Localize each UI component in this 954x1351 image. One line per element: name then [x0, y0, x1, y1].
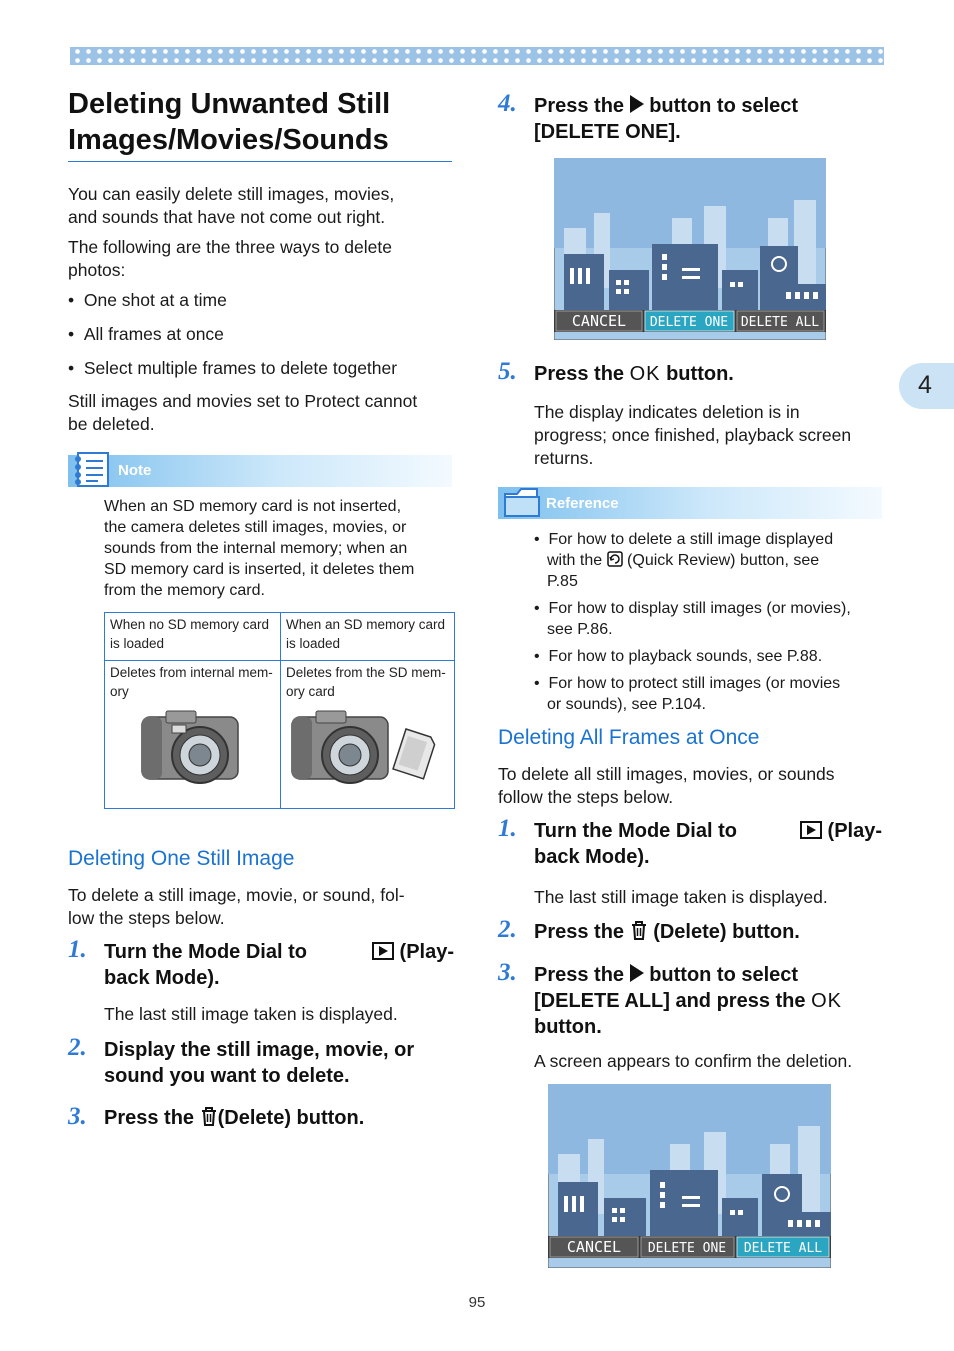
step-number: 2.: [68, 1034, 87, 1061]
step-number: 3.: [68, 1103, 87, 1130]
lcd-cancel-label: CANCEL: [571, 312, 627, 330]
chapter-tab: 4: [899, 363, 954, 409]
reference-label: Reference: [546, 495, 619, 512]
step-number: 4.: [498, 90, 517, 117]
page-title: Deleting Unwanted Still Images/Movies/Sounds: [68, 88, 391, 156]
right-arrow-icon: [630, 964, 644, 982]
camera-with-sd-card-icon: [286, 707, 446, 793]
note-text: When an SD memory card is not inserted, the camera deletes still images, movies, or sounds from the internal memory; when an SD memory card is inserted, it deletes them from the memory card.: [104, 498, 415, 599]
lcd-cancel-label: CANCEL: [566, 1238, 622, 1256]
playback-mode-icon: [800, 821, 822, 839]
all-step-3-select-delete-all: Press the button to select [DELETE ALL] and press the OK button.: [534, 964, 842, 1038]
note-label: Note: [118, 462, 152, 479]
reference-icon: [501, 482, 543, 520]
step-number: 2.: [498, 916, 517, 943]
header-decoration-band: [70, 47, 884, 65]
all-step-1-result: The last still image taken is displayed.: [534, 887, 828, 907]
table-header-no-card: When no SD memory card is loaded: [105, 613, 281, 661]
step-5-result: The display indicates deletion is in progress; once finished, playback screen returns.: [534, 402, 852, 468]
ok-button-glyph: OK: [811, 990, 842, 1012]
intro-paragraph-1: You can easily delete still images, movies, and sounds that have not come out right.: [68, 184, 395, 227]
trash-icon: [200, 1105, 218, 1127]
lcd-delete-all-label: DELETE ALL: [740, 315, 820, 330]
table-cell-internal: Deletes from internal mem- ory: [105, 661, 281, 809]
lcd-delete-one-label: DELETE ONE: [649, 315, 729, 330]
step-2-display: Display the still image, movie, or sound you want to delete.: [104, 1039, 415, 1087]
section-all-intro: To delete all still images, movies, or sounds follow the steps below.: [498, 764, 835, 807]
playback-mode-icon: [372, 942, 394, 960]
list-item: • For how to protect still images (or movies or sounds), see P.104.: [534, 675, 841, 713]
all-step-3-result: A screen appears to confirm the deletion.: [534, 1051, 853, 1071]
list-item: • All frames at once: [68, 324, 224, 344]
note-icon: [72, 449, 112, 489]
section-one-intro: To delete a still image, movie, or sound, fol- low the steps below.: [68, 885, 405, 928]
right-arrow-icon: [630, 95, 644, 113]
section-heading-all: Deleting All Frames at Once: [498, 726, 760, 749]
protect-paragraph: Still images and movies set to Protect cannot be deleted.: [68, 391, 418, 434]
intro-paragraph-2: The following are the three ways to delete photos:: [68, 237, 392, 280]
step-number: 5.: [498, 358, 517, 385]
trash-icon: [630, 919, 648, 941]
lcd-delete-one-label: DELETE ONE: [647, 1241, 727, 1256]
section-heading-one: Deleting One Still Image: [68, 847, 295, 870]
list-item: • One shot at a time: [68, 290, 227, 310]
lcd-delete-all-label: DELETE ALL: [743, 1241, 823, 1256]
quick-review-icon: [607, 551, 623, 567]
list-item: • For how to delete a still image displayed with the (Quick Review) button, see P.85: [534, 531, 834, 590]
table-header-with-card: When an SD memory card is loaded: [281, 613, 455, 661]
page-number: 95: [468, 1294, 486, 1311]
all-step-1-mode-dial: Turn the Mode Dial to (Play- back Mode).: [534, 820, 882, 868]
camera-icon: [136, 707, 246, 793]
memory-table: [104, 612, 455, 809]
all-step-2-delete: Press the (Delete) button.: [534, 921, 800, 943]
step-1-result: The last still image taken is displayed.: [104, 1004, 398, 1024]
list-item: • For how to display still images (or movies), see P.86.: [534, 600, 851, 638]
step-number: 1.: [498, 815, 517, 842]
step-1-mode-dial: Turn the Mode Dial to (Play- back Mode).: [104, 941, 454, 989]
step-5-press-ok: Press the OK button.: [534, 363, 734, 385]
title-underline: [68, 161, 452, 162]
step-3-delete: Press the (Delete) button.: [104, 1107, 365, 1129]
table-cell-sd: Deletes from the SD mem- ory card: [281, 661, 455, 809]
list-item: • Select multiple frames to delete together: [68, 358, 398, 378]
lcd-screen-delete-one: [554, 158, 826, 340]
step-4-select-delete-one: Press the button to select [DELETE ONE].: [534, 95, 799, 143]
list-item: • For how to playback sounds, see P.88.: [534, 648, 823, 665]
step-number: 3.: [498, 959, 517, 986]
ok-button-glyph: OK: [629, 363, 661, 385]
lcd-screen-delete-all: [548, 1084, 831, 1268]
step-number: 1.: [68, 936, 87, 963]
